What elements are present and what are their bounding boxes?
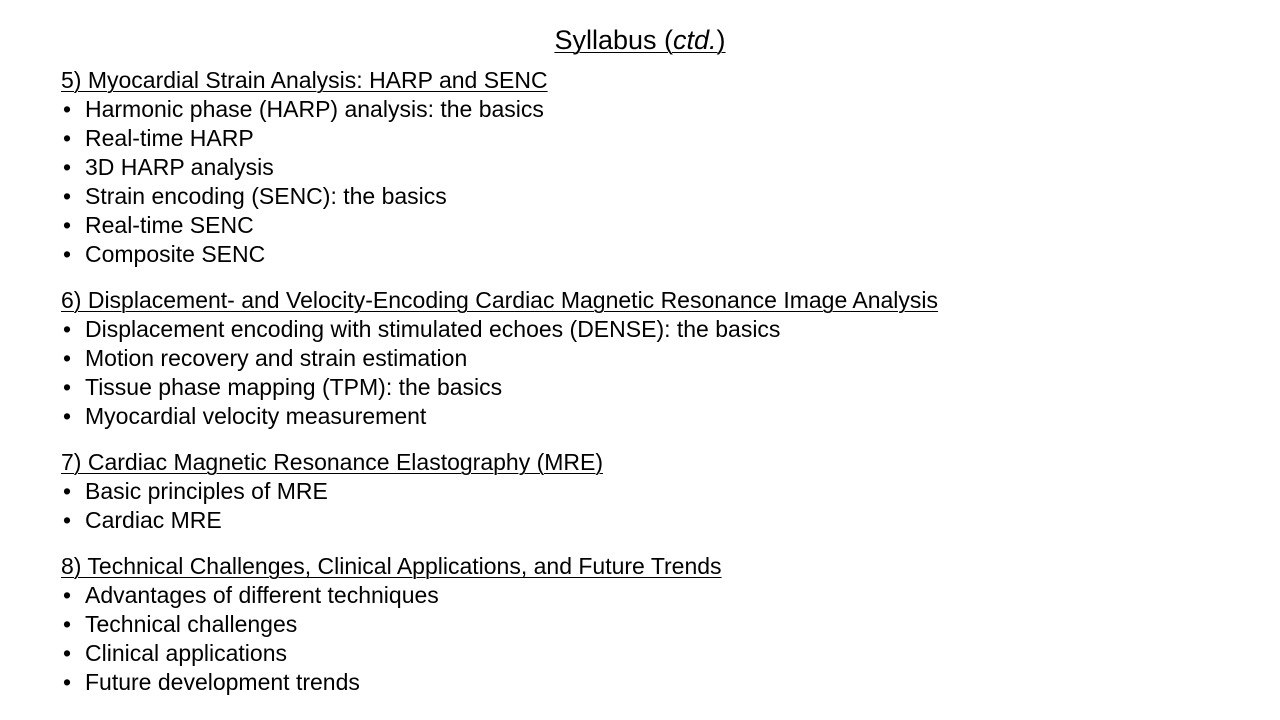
bullet-item xyxy=(61,95,1241,124)
section-heading: 8) Technical Challenges, Clinical Applications, and Future Trends xyxy=(61,553,722,579)
bullet-text: Future development trends xyxy=(85,669,360,695)
bullet-icon: • xyxy=(62,640,72,666)
bullet-text: Displacement encoding with stimulated echoes (DENSE): the basics xyxy=(85,316,781,342)
bullet-list xyxy=(61,477,1241,535)
syllabus-content xyxy=(61,66,1241,697)
bullet-item xyxy=(61,506,1241,535)
bullet-item xyxy=(61,668,1241,697)
bullet-item xyxy=(61,182,1241,211)
slide-title-italic: ctd. xyxy=(673,25,717,55)
syllabus-section xyxy=(61,286,1241,431)
slide-title-main: Syllabus ( xyxy=(554,25,673,55)
bullet-text: Real-time SENC xyxy=(85,212,254,238)
bullet-icon: • xyxy=(62,96,72,122)
bullet-text: Basic principles of MRE xyxy=(85,478,328,504)
bullet-icon: • xyxy=(62,345,72,371)
bullet-text: Real-time HARP xyxy=(85,125,254,151)
bullet-icon: • xyxy=(62,611,72,637)
bullet-text: Tissue phase mapping (TPM): the basics xyxy=(85,374,503,400)
bullet-item xyxy=(61,402,1241,431)
bullet-item xyxy=(61,639,1241,668)
bullet-item xyxy=(61,124,1241,153)
bullet-item xyxy=(61,153,1241,182)
bullet-item xyxy=(61,477,1241,506)
bullet-item xyxy=(61,240,1241,269)
bullet-icon: • xyxy=(62,669,72,695)
bullet-icon: • xyxy=(62,582,72,608)
bullet-icon: • xyxy=(62,316,72,342)
bullet-icon: • xyxy=(62,212,72,238)
bullet-text: Myocardial velocity measurement xyxy=(85,403,427,429)
syllabus-section xyxy=(61,448,1241,535)
bullet-icon: • xyxy=(62,241,72,267)
syllabus-section xyxy=(61,66,1241,269)
bullet-icon: • xyxy=(62,403,72,429)
bullet-text: Advantages of different techniques xyxy=(85,582,439,608)
slide-title-text xyxy=(554,25,725,55)
bullet-icon: • xyxy=(62,125,72,151)
bullet-icon: • xyxy=(62,507,72,533)
bullet-text: Motion recovery and strain estimation xyxy=(85,345,468,371)
bullet-text: Clinical applications xyxy=(85,640,287,666)
bullet-icon: • xyxy=(62,478,72,504)
bullet-text: Harmonic phase (HARP) analysis: the basics xyxy=(85,96,544,122)
bullet-icon: • xyxy=(62,183,72,209)
bullet-text: Composite SENC xyxy=(85,241,266,267)
bullet-item xyxy=(61,610,1241,639)
syllabus-section xyxy=(61,552,1241,697)
bullet-text: Cardiac MRE xyxy=(85,507,222,533)
bullet-item xyxy=(61,581,1241,610)
bullet-list xyxy=(61,95,1241,269)
bullet-item xyxy=(61,211,1241,240)
section-heading: 7) Cardiac Magnetic Resonance Elastography (MRE) xyxy=(61,449,604,475)
bullet-list xyxy=(61,581,1241,697)
bullet-icon: • xyxy=(62,374,72,400)
bullet-icon: • xyxy=(62,154,72,180)
slide-title-close: ) xyxy=(716,25,726,55)
bullet-item xyxy=(61,373,1241,402)
bullet-text: Technical challenges xyxy=(85,611,298,637)
bullet-list xyxy=(61,315,1241,431)
slide-title xyxy=(0,22,1280,58)
bullet-text: 3D HARP analysis xyxy=(85,154,274,180)
bullet-item xyxy=(61,315,1241,344)
bullet-item xyxy=(61,344,1241,373)
section-heading: 5) Myocardial Strain Analysis: HARP and SENC xyxy=(61,67,548,93)
section-heading: 6) Displacement- and Velocity-Encoding Cardiac Magnetic Resonance Image Analysis xyxy=(61,287,939,313)
bullet-text: Strain encoding (SENC): the basics xyxy=(85,183,447,209)
